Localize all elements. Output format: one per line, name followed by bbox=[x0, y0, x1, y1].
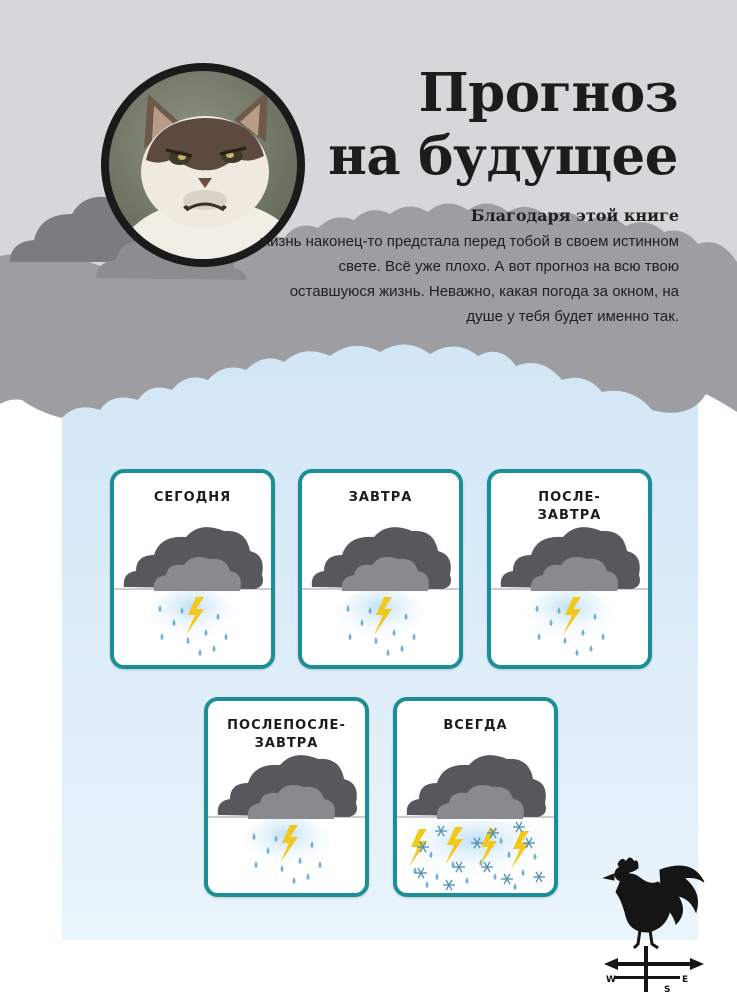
intro-body: жизнь наконец-то предстала перед тобой в своем истинном свете. Всё уже плохо. А вот прогноз на всю твою оставшуюся жизнь. Неважно, какая погода за окном, на душе у тебя будет именно так. bbox=[260, 233, 679, 325]
forecast-card-today bbox=[110, 469, 275, 669]
forecast-card-label: ПОСЛЕПОСЛЕ- ЗАВТРА bbox=[227, 718, 346, 751]
thunderstorm-icon bbox=[208, 701, 365, 893]
storm-illustration bbox=[114, 527, 271, 656]
page-title bbox=[300, 62, 678, 188]
storm-illustration bbox=[491, 527, 648, 656]
intro-paragraph bbox=[256, 203, 679, 329]
forecast-card-day-after-tomorrow bbox=[487, 469, 652, 669]
thunderstorm-snow-icon bbox=[397, 701, 554, 893]
raindrop bbox=[387, 649, 390, 656]
forecast-card-always bbox=[393, 697, 558, 897]
precipitation-area bbox=[334, 589, 426, 649]
storm-illustration bbox=[302, 527, 459, 656]
forecast-card-label: ВСЕГДА bbox=[443, 718, 508, 733]
storm-illustration bbox=[397, 755, 554, 890]
title-line-1: Прогноз bbox=[418, 62, 678, 124]
title-line-2: на будущее bbox=[328, 125, 678, 187]
raindrop bbox=[199, 649, 202, 656]
precipitation-area bbox=[146, 589, 238, 649]
forecast-card-tomorrow bbox=[298, 469, 463, 669]
precipitation-area bbox=[240, 817, 332, 877]
precipitation-area bbox=[523, 589, 615, 649]
thunderstorm-icon bbox=[491, 473, 648, 665]
raindrop bbox=[590, 645, 593, 652]
compass-south: S bbox=[664, 985, 671, 994]
forecast-card-label: ЗАВТРА bbox=[348, 490, 413, 505]
weathervane-rooster-icon bbox=[600, 852, 708, 994]
forecast-card-label: СЕГОДНЯ bbox=[153, 490, 232, 505]
intro-lead: Благодаря этой книге bbox=[470, 206, 679, 225]
forecast-card-label: ПОСЛЕ- ЗАВТРА bbox=[537, 490, 602, 523]
raindrop bbox=[307, 873, 310, 880]
raindrop bbox=[293, 877, 296, 884]
storm-illustration bbox=[208, 755, 365, 884]
compass-west: W bbox=[606, 975, 616, 985]
raindrop bbox=[576, 649, 579, 656]
raindrop bbox=[213, 645, 216, 652]
raindrop bbox=[401, 645, 404, 652]
forecast-card-day-after-day-after-tomorrow bbox=[204, 697, 369, 897]
thunderstorm-icon bbox=[302, 473, 459, 665]
compass-east: E bbox=[682, 975, 689, 985]
thunderstorm-icon bbox=[114, 473, 271, 665]
